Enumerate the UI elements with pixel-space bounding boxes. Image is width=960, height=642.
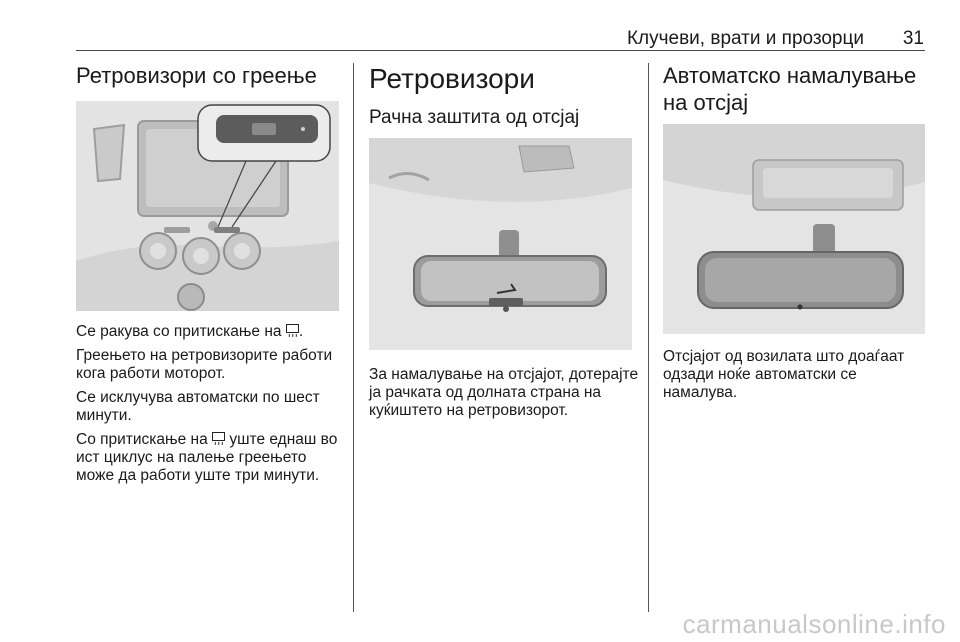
- auto-mirror-illustration: [663, 124, 925, 334]
- header-title: Клучеви, врати и прозорци: [626, 28, 864, 49]
- text-heated-mirrors: [76, 323, 348, 491]
- paragraph-extend: Со притискање на уште еднаш во ист циклус на палење греењето може да работи уште три минути.: [76, 431, 338, 484]
- paragraph-manual-antidazzle: За намалување на отсјајот, дотерајте ја рачката од долната страна на куќиштето на ретровизорот.: [369, 366, 639, 419]
- figure-manual-mirror: [369, 138, 632, 350]
- paragraph-operation: Се ракува со притискање на .: [76, 323, 304, 340]
- manual-mirror-illustration: [369, 138, 632, 350]
- watermark: carmanualsonline.info: [682, 609, 946, 639]
- section-heading-mirrors: Ретровизори: [369, 63, 535, 94]
- column-auto-antidazzle: [663, 62, 928, 116]
- text-manual-antidazzle: [369, 366, 641, 426]
- paragraph-engine-running: Греењето на ретровизорите работи кога работи моторот.: [76, 347, 333, 382]
- section-heading-heated-mirrors: Ретровизори со греење: [76, 63, 317, 88]
- figure-auto-mirror: [663, 124, 925, 334]
- dashboard-illustration: [76, 101, 339, 311]
- text-auto-antidazzle: [663, 348, 928, 408]
- header-rule: [76, 50, 925, 51]
- column-rearview-manual: [369, 62, 639, 130]
- column-divider-2: [648, 63, 649, 612]
- paragraph-auto-off: Се исклучува автоматски по шест минути.: [76, 389, 320, 424]
- rear-defog-icon: [286, 324, 299, 337]
- column-divider-1: [353, 63, 354, 612]
- rear-defog-icon: [212, 432, 225, 445]
- page-number: 31: [902, 28, 924, 49]
- column-heated-mirrors: [76, 62, 346, 89]
- figure-heated-mirror-button: [76, 101, 339, 311]
- paragraph-auto-antidazzle: Отсјајот од возилата што доаѓаат одзади ноќе автоматски се намалува.: [663, 348, 905, 401]
- subheading-manual-antidazzle: Рачна заштита од отсјај: [369, 107, 580, 128]
- section-heading-auto-antidazzle: Автоматско намалување на отсјај: [663, 63, 917, 115]
